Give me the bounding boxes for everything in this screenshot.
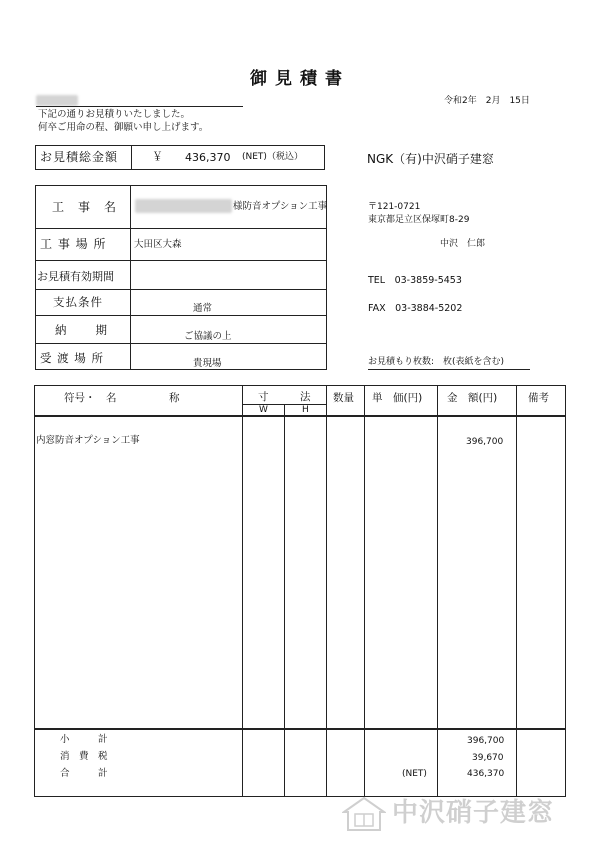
- intro-line-2: 何卒ご用命の程、御願い申し上げます。: [38, 122, 209, 133]
- info-label-delivery: 納 期: [55, 323, 109, 337]
- info-label-payment: 支払条件: [53, 295, 103, 309]
- subtotal-label: 小 計: [60, 734, 108, 745]
- info-row-divider: [35, 260, 327, 261]
- info-row-divider: [35, 228, 327, 229]
- info-label-site: 工 事 場 所: [40, 237, 107, 251]
- col-divider-amount: [516, 385, 517, 797]
- header-remarks: 備考: [528, 392, 549, 404]
- info-value-project: 様防音オプション工事: [233, 201, 328, 212]
- col-divider-qty: [364, 385, 365, 797]
- company-address: 東京都足立区保塚町8-29: [368, 215, 470, 225]
- pages-count: お見積もり枚数: 枚(表紙を含む): [368, 357, 505, 367]
- info-row-divider: [35, 289, 327, 290]
- redacted-client: [135, 199, 232, 213]
- header-dimensions: 寸 法: [258, 391, 311, 403]
- info-value-delivery: ご協議の上: [184, 331, 232, 342]
- watermark-text: 中沢硝子建窓: [392, 798, 555, 828]
- header-name: 符号・ 名 称: [64, 392, 180, 404]
- company-fax: FAX 03-3884-5202: [368, 303, 463, 314]
- intro-line-1: 下記の通りお見積りいたしました。: [38, 109, 191, 120]
- header-amount: 金 額(円): [447, 392, 498, 404]
- grand-total-prefix: (NET): [402, 769, 427, 779]
- recipient-underline: [36, 106, 243, 107]
- col-divider-unit: [437, 385, 438, 797]
- total-label: お見積総金額: [40, 150, 119, 164]
- info-value-payment: 通常: [193, 303, 213, 314]
- info-value-site: 大田区大森: [134, 239, 182, 250]
- redacted-recipient: [36, 95, 78, 106]
- info-row-divider: [35, 343, 327, 344]
- item-amount: 396,700: [466, 437, 504, 447]
- info-row-divider: [35, 315, 327, 316]
- col-divider-wh: [284, 404, 285, 797]
- header-qty: 数量: [333, 392, 354, 404]
- tax-value: 39,670: [472, 753, 504, 763]
- total-amount: 436,370: [185, 151, 231, 164]
- info-label-handover: 受 渡 場 所: [40, 351, 104, 365]
- company-name: NGK（有)中沢硝子建窓: [367, 152, 494, 166]
- document-title: 御見積書: [250, 69, 350, 89]
- header-unit-price: 単 価(円): [372, 392, 423, 404]
- header-h: H: [302, 405, 309, 415]
- total-divider: [131, 145, 132, 170]
- col-divider-name: [242, 385, 243, 797]
- company-tel: TEL 03-3859-5453: [368, 275, 462, 286]
- company-person: 中沢 仁郎: [440, 239, 486, 249]
- company-postal: 〒121-0721: [368, 202, 421, 212]
- total-note: (NET)（税込）: [242, 152, 303, 162]
- item-name: 内窓防音オプション工事: [36, 435, 140, 446]
- grand-total-value: 436,370: [467, 769, 505, 779]
- issue-date: 令和2年 2月 15日: [444, 96, 530, 106]
- info-label-project: 工 事 名: [52, 200, 118, 214]
- totals-divider: [34, 728, 566, 730]
- info-label-validity: お見積有効期間: [37, 270, 114, 283]
- col-divider-dim: [326, 385, 327, 797]
- grand-total-label: 合 計: [60, 768, 108, 779]
- header-divider: [34, 415, 566, 417]
- watermark-logo: [342, 794, 592, 834]
- subtotal-value: 396,700: [467, 736, 505, 746]
- house-icon: [342, 796, 386, 832]
- header-w: W: [259, 405, 268, 415]
- total-yen: ￥: [152, 150, 163, 163]
- tax-label: 消 費 税: [60, 751, 108, 762]
- info-value-handover: 貴現場: [193, 358, 222, 369]
- pages-underline: [368, 369, 530, 370]
